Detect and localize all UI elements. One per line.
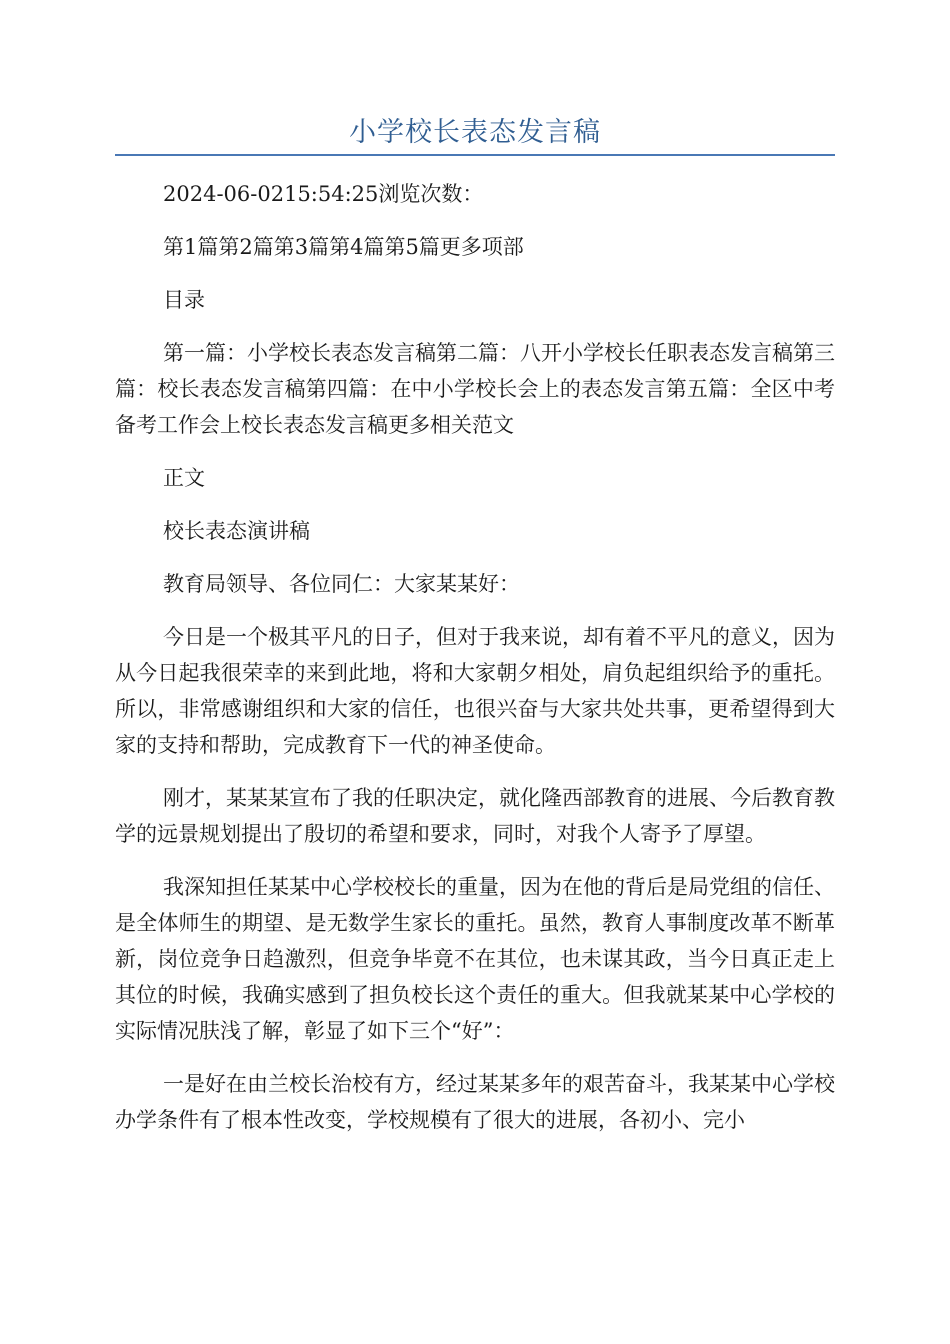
speech-title: 校长表态演讲稿 (163, 519, 310, 543)
speech-paragraph: 一是好在由兰校长治校有方，经过某某多年的艰苦奋斗，我某某中心学校办学条件有了根本性改变，学校规模有了很大的进展，各初小、完小 (115, 1072, 835, 1132)
toc-list: 第一篇：小学校长表态发言稿第二篇：八开小学校长任职表态发言稿第三篇：校长表态发言稿第四篇：在中小学校长会上的表态发言第五篇：全区中考备考工作会上校长表态发言稿更多相关范文 (115, 341, 835, 437)
date-views-line: 2024-06-0215:54:25浏览次数： (163, 182, 484, 206)
speech-paragraph: 刚才，某某某宣布了我的任职决定，就化隆西部教育的进展、今后教育教学的远景规划提出了殷切的希望和要求，同时，对我个人寄予了厚望。 (115, 786, 835, 846)
speech-paragraph: 我深知担任某某中心学校校长的重量，因为在他的背后是局党组的信任、是全体师生的期望、是无数学生家长的重托。虽然，教育人事制度改革不断革新，岗位竞争日趋激烈，但竞争毕竟不在其位，也未谋其政，当今日真正走上其位的时候，我确实感到了担负校长这个责任的重大。但我就某某中心学校的实际情况肤浅了解，彰显了如下三个“好”： (115, 875, 835, 1043)
speech-salutation: 教育局领导、各位同仁：大家某某好： (163, 572, 520, 596)
toc-heading: 目录 (163, 288, 205, 312)
speech-paragraph: 今日是一个极其平凡的日子，但对于我来说，却有着不平凡的意义，因为从今日起我很荣幸的来到此地，将和大家朝夕相处，肩负起组织给予的重托。所以，非常感谢组织和大家的信任，也很兴奋与大家共处共事，更希望得到大家的支持和帮助，完成教育下一代的神圣使命。 (115, 625, 835, 757)
document-body (115, 176, 835, 1155)
chapter-nav-line: 第1篇第2篇第3篇第4篇第5篇更多项部 (163, 235, 524, 259)
body-heading: 正文 (163, 466, 205, 490)
document-title: 小学校长表态发言稿 (349, 117, 601, 148)
title-underline (115, 154, 835, 156)
